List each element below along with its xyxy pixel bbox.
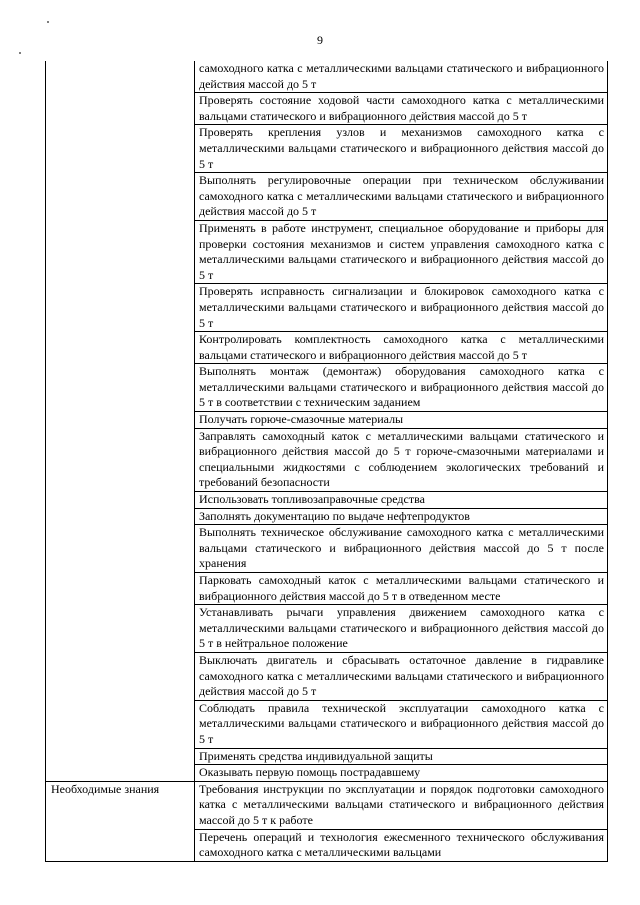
skill-item: Оказывать первую помощь пострадавшему [195,765,608,782]
table-row [46,61,608,93]
knowledge-item: Требования инструкции по эксплуатации и порядок подготовки самоходного катка с металлическими вальцами статического и вибрационного действия массой до 5 т к работе [195,781,608,829]
knowledge-item: Перечень операций и технология ежесменного технического обслуживания самоходного катка с металлическими вальцами [195,829,608,861]
skill-item: Парковать самоходный каток с металлическими вальцами статического и вибрационного действия массой до 5 т в отведенном месте [195,573,608,605]
skills-label-cell [46,61,195,781]
skill-item: Проверять крепления узлов и механизмов самоходного катка с металлическими вальцами статического и вибрационного действия массой до 5 т [195,125,608,173]
skill-item: Заправлять самоходный каток с металлическими вальцами статического и вибрационного действия массой до 5 т горюче-смазочными материалами и специальными жидкостями с соблюдением экологических требований и требований безопасности [195,428,608,491]
competency-table [45,61,608,862]
skill-item: Заполнять документацию по выдаче нефтепродуктов [195,508,608,525]
skill-item: Проверять исправность сигнализации и блокировок самоходного катка с металлическими вальцами статического и вибрационного действия массой до 5 т [195,284,608,332]
table-row [46,781,608,829]
scan-speck [19,52,21,54]
skill-item: Контролировать комплектность самоходного катка с металлическими вальцами статического и вибрационного действия массой до 5 т [195,332,608,364]
page-number: 9 [317,33,323,47]
skill-item: Применять средства индивидуальной защиты [195,748,608,765]
skill-item: Получать горюче-смазочные материалы [195,412,608,429]
skill-item: Использовать топливозаправочные средства [195,492,608,509]
skill-item: Соблюдать правила технической эксплуатации самоходного катка с металлическими вальцами статического и вибрационного действия массой до 5 т [195,700,608,748]
skill-item: Выключать двигатель и сбрасывать остаточное давление в гидравлике самоходного катка с металлическими вальцами статического и вибрационного действия массой до 5 т [195,652,608,700]
skill-item: самоходного катка с металлическими вальцами статического и вибрационного действия массой до 5 т [195,61,608,93]
skill-item: Применять в работе инструмент, специальное оборудование и приборы для проверки состояния механизмов и систем управления самоходного катка с металлическими вальцами статического и вибрационного действия массой до 5 т [195,220,608,283]
skill-item: Выполнять регулировочные операции при техническом обслуживании самоходного катка с металлическими вальцами статического и вибрационного действия массой до 5 т [195,173,608,221]
knowledge-label-cell: Необходимые знания [46,781,195,861]
skill-item: Выполнять монтаж (демонтаж) оборудования самоходного катка с металлическими вальцами статического и вибрационного действия массой до 5 т в соответствии с техническим заданием [195,364,608,412]
skill-item: Выполнять техническое обслуживание самоходного катка с металлическими вальцами статического и вибрационного действия массой до 5 т после хранения [195,525,608,573]
skill-item: Устанавливать рычаги управления движением самоходного катка с металлическими вальцами статического и вибрационного действия массой до 5 т в нейтральное положение [195,605,608,653]
skill-item: Проверять состояние ходовой части самоходного катка с металлическими вальцами статического и вибрационного действия массой до 5 т [195,93,608,125]
scan-speck [47,21,49,23]
